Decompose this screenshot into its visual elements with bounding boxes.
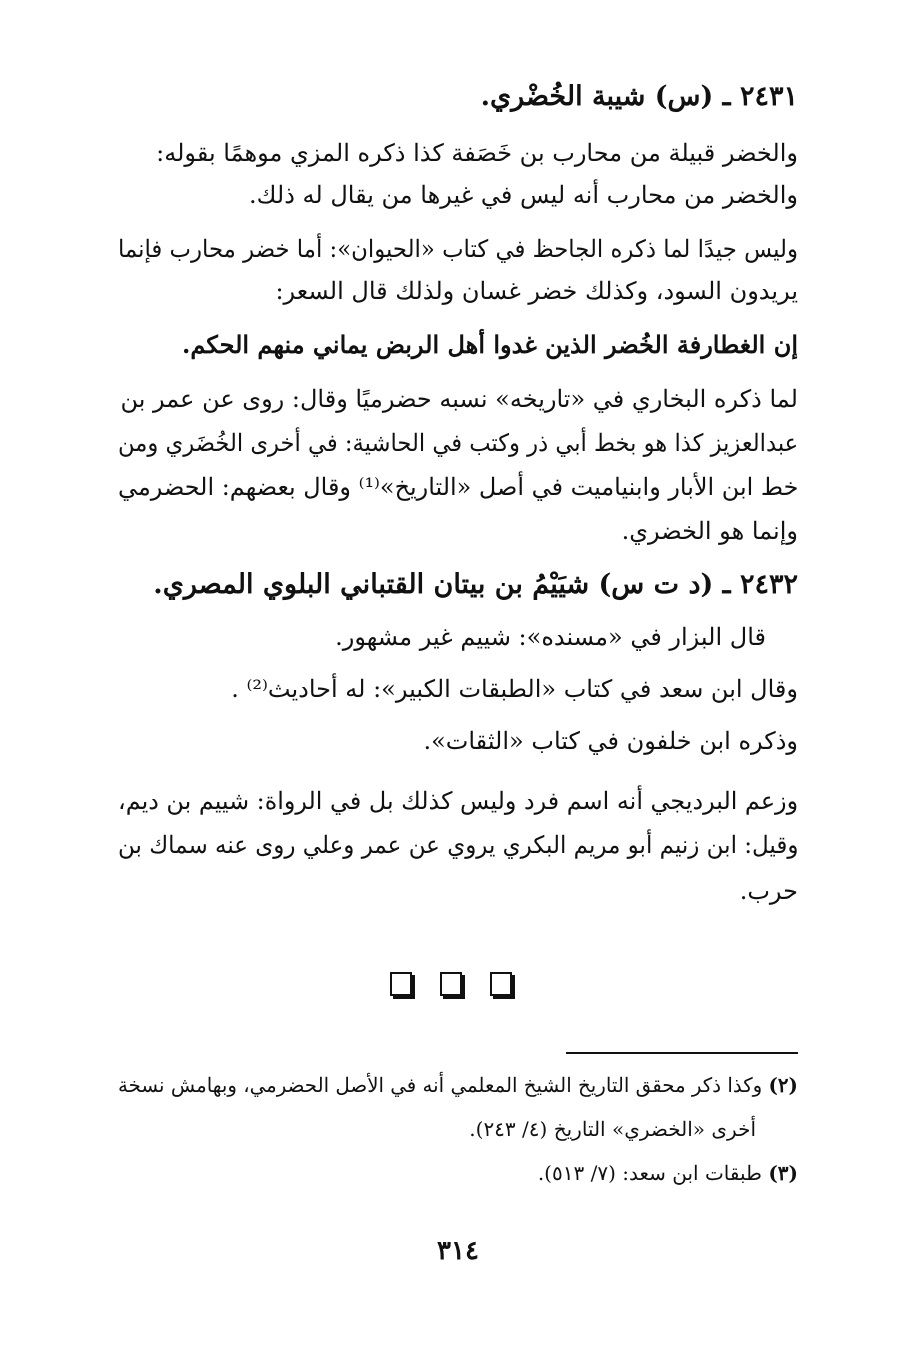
footnote-text: طبقات ابن سعد: (٧/ ٥١٣). [537, 1161, 762, 1185]
book-ornament-icon [440, 972, 462, 996]
entry-2432-line-4: وزعم البرديجي أنه اسم فرد وليس كذلك بل في الرواة: شييم بن ديم، [117, 787, 798, 815]
entry-2431-heading: ٢٤٣١ ـ (س) شيبة الخُضْري. [480, 81, 798, 112]
footnote-number: (٢) [768, 1073, 798, 1097]
footnote-text: وكذا ذكر محقق التاريخ الشيخ المعلمي أنه في الأصل الحضرمي، وبهامش نسخة [118, 1073, 763, 1097]
page-number: ٣١٤ [437, 1236, 479, 1266]
entry-2432-line-1: قال البزار في «مسنده»: شييم غير مشهور. [335, 623, 766, 651]
footnote-text: أخرى «الخضري» التاريخ (٤/ ٢٤٣). [469, 1117, 756, 1141]
entry-2431-line-4: يريدون السود، وكذلك خضر غسان ولذلك قال السعر: [275, 277, 798, 305]
entry-2432-line-3: وذكره ابن خلفون في كتاب «الثقات». [423, 727, 798, 755]
entry-2431-line-6: عبدالعزيز كذا هو بخط أبي ذر وكتب في الحاشية: في أخرى الخُضَري ومن [117, 429, 798, 457]
entry-2431-line-3: وليس جيدًا لما ذكره الجاحظ في كتاب «الحيوان»: أما خضر محارب فإنما [118, 235, 798, 263]
entry-2431-line-5: لما ذكره البخاري في «تاريخه» نسبه حضرميًا وقال: روى عن عمر بن [120, 385, 798, 413]
poem-verse: إن الغطارفة الخُضر الذين غدوا أهل الربض يماني منهم الحكم. [182, 330, 798, 359]
entry-2431-line-7: خط ابن الأبار وابنياميت في أصل «التاريخ»⁽¹⁾ وقال بعضهم: الحضرمي [117, 473, 798, 501]
section-ornaments [380, 972, 520, 1002]
entry-2432-heading: ٢٤٣٢ ـ (د ت س) شيَيْمُ بن بيتان القتباني البلوي المصري. [153, 569, 798, 600]
footnote-separator [566, 1052, 798, 1054]
book-ornament-icon [490, 972, 512, 996]
footnote-2 [118, 1072, 798, 1098]
entry-2432-line-2: وقال ابن سعد في كتاب «الطبقات الكبير»: له أحاديث⁽²⁾ . [231, 675, 798, 703]
footnote-number: (٣) [768, 1161, 798, 1185]
entry-2431-line-8: وإنما هو الخضري. [621, 517, 798, 545]
entry-2432-line-6: حرب. [739, 877, 798, 905]
entry-2431-line-1: والخضر قبيلة من محارب بن خَصَفة كذا ذكره المزي موهمًا بقوله: [156, 139, 798, 167]
book-ornament-icon [390, 972, 412, 996]
footnote-2-continued [469, 1116, 756, 1142]
entry-2431-line-2: والخضر من محارب أنه ليس في غيرها من يقال له ذلك. [249, 181, 798, 209]
footnote-3 [538, 1160, 798, 1186]
entry-2432-line-5: وقيل: ابن زنيم أبو مريم البكري يروي عن عمر وعلي روى عنه سماك بن [117, 831, 798, 859]
